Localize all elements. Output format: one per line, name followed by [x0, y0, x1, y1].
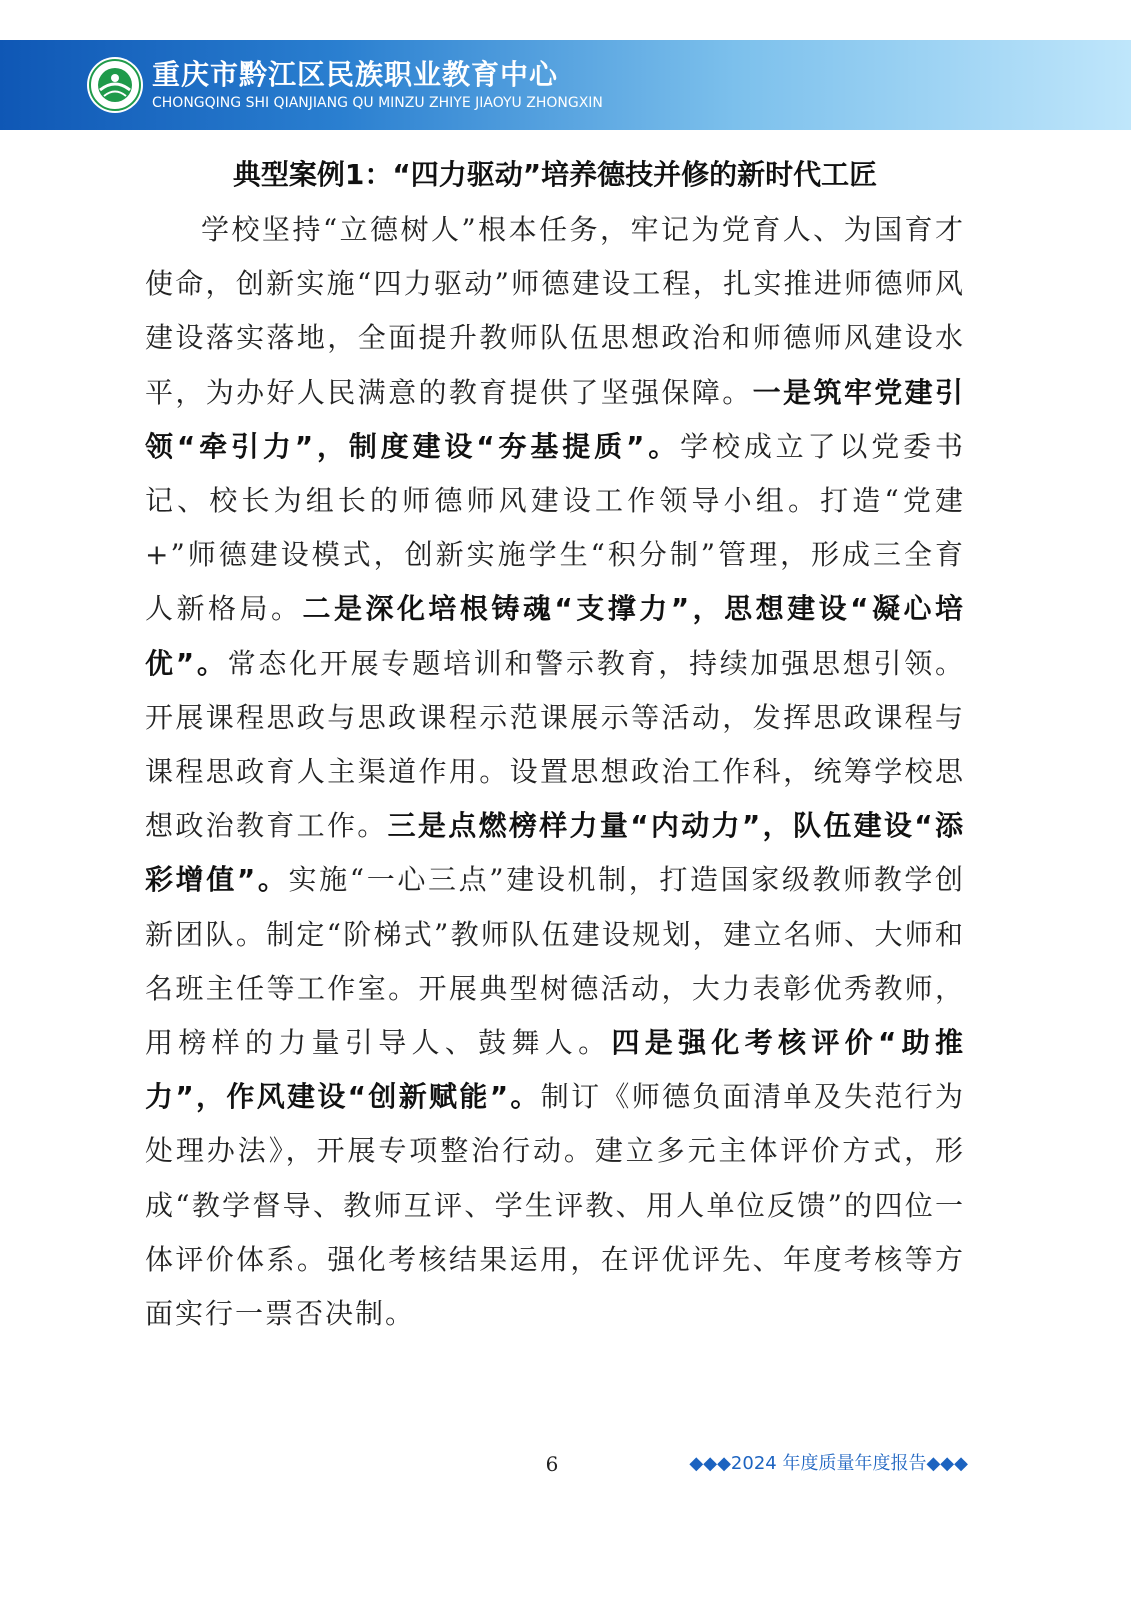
- school-emblem-icon: [86, 56, 144, 114]
- body-text: 学校成立了以党委书记、校长为组长的师德师风建设工作领导小组。打造“党建+”师德建设模式，创新实施学生“积分制”管理，形成三全育人新格局。: [145, 429, 965, 626]
- article-body: [145, 203, 965, 1341]
- school-name-cn: 重庆市黔江区民族职业教育中心: [152, 58, 559, 91]
- school-name-en: CHONGQING SHI QIANJIANG QU MINZU ZHIYE JIAOYU ZHONGXIN: [152, 95, 603, 111]
- body-highlight: 三是点燃榜样力量“内动力”，队伍建设“添彩增值”。: [145, 809, 965, 897]
- body-text: 常态化开展专题培训和警示教育，持续加强思想引领。开展课程思政与思政课程示范课展示等活动，发挥思政课程与课程思政育人主渠道作用。设置思想政治工作科，统筹学校思想政治教育工作。: [145, 646, 965, 843]
- report-label: ◆◆◆2024 年度质量年度报告◆◆◆: [689, 1453, 968, 1474]
- body-text: 学校坚持“立德树人”根本任务，牢记为党育人、为国育才使命，创新实施“四力驱动”师德建设工程，扎实推进师德师风建设落实落地，全面提升教师队伍思想政治和师德师风建设水平，为办好人民满意的教育提供了坚强保障。: [145, 213, 965, 409]
- body-text: 实施“一心三点”建设机制，打造国家级教师教学创新团队。制定“阶梯式”教师队伍建设规划，建立名师、大师和名班主任等工作室。开展典型树德活动，大力表彰优秀教师，用榜样的力量引导人、鼓舞人。: [145, 863, 965, 1060]
- article-title: 典型案例1：“四力驱动”培养德技并修的新时代工匠: [232, 158, 878, 191]
- body-highlight: 一是筑牢党建引领“牵引力”，制度建设“夯基提质”。: [145, 375, 965, 463]
- body-highlight: 四是强化考核评价“助推力”，作风建设“创新赋能”。: [145, 1026, 965, 1114]
- body-highlight: 二是深化培根铸魂“支撑力”，思想建设“凝心培优”。: [145, 592, 965, 680]
- page-number: 6: [545, 1452, 559, 1476]
- body-text: 制订《师德负面清单及失范行为处理办法》，开展专项整治行动。建立多元主体评价方式，形成“教学督导、教师互评、学生评教、用人单位反馈”的四位一体评价体系。强化考核结果运用，在评优评先、年度考核等方面实行一票否决制。: [145, 1080, 965, 1331]
